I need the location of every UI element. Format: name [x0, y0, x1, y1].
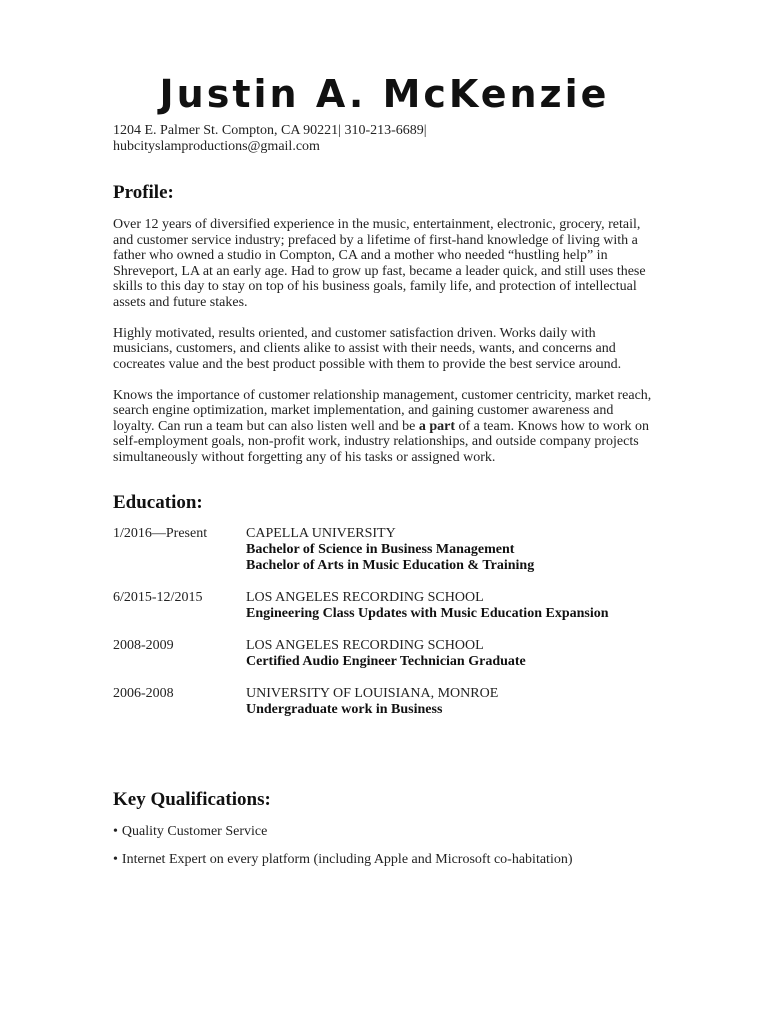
education-degree: Bachelor of Arts in Music Education & Training: [246, 558, 535, 573]
education-date: 1/2016—Present: [113, 526, 208, 541]
profile-paragraph-2: Highly motivated, results oriented, and customer satisfaction driven. Works daily with musicians, customers, and clients alike to assist with their needs, wants, and concerns and cocreates value and the best product possible with them to provide the best service around.: [113, 325, 622, 372]
education-entry: [113, 526, 656, 574]
qualification-text: Internet Expert on every platform (including Apple and Microsoft co-habitation): [121, 852, 573, 867]
education-entry: [113, 638, 656, 670]
qualification-item: [113, 852, 656, 868]
education-date: 2006-2008: [113, 686, 174, 701]
profile-paragraph-3: [113, 388, 656, 466]
qualification-text: Quality Customer Service: [121, 824, 268, 839]
qualification-item: [113, 824, 656, 840]
education-details: [246, 590, 656, 622]
candidate-name: Justin A. McKenzie: [159, 72, 610, 116]
education-degree: Bachelor of Science in Business Management: [246, 542, 515, 557]
contact-address-phone: 1204 E. Palmer St. Compton, CA 90221| 310-213-6689|: [113, 123, 427, 138]
education-list: [113, 526, 656, 718]
education-school: LOS ANGELES RECORDING SCHOOL: [246, 590, 484, 605]
bullet-icon: •: [113, 852, 118, 867]
profile-paragraph-1: Over 12 years of diversified experience in the music, entertainment, electronic, grocery, retail, and customer service industry; prefaced by a lifetime of first-hand knowledge of living with a father who owned a studio in Compton, CA and a mother who needed “hustling help” in Shreveport, LA at an early age. Had to grow up fast, became a leader quick, and still uses these skills to this day to stay on top of his business goals, family life, and protection of intellectual assets and future stakes.: [113, 217, 646, 310]
education-details: [246, 526, 656, 574]
education-degree: Engineering Class Updates with Music Education Expansion: [246, 606, 609, 621]
key-qualifications-heading: Key Qualifications:: [113, 789, 271, 810]
education-entry: [113, 686, 656, 718]
education-degree: Undergraduate work in Business: [246, 702, 443, 717]
education-details: [246, 686, 656, 718]
profile-heading: Profile:: [113, 182, 174, 203]
profile-paragraph-3-emphasis: a part: [418, 418, 456, 434]
education-entry: [113, 590, 656, 622]
contact-info: [113, 123, 656, 155]
education-school: LOS ANGELES RECORDING SCHOOL: [246, 638, 484, 653]
profile-paragraph-3-start: Knows the importance of customer relationship management, customer centricity, market reach, search engine optimization, market implementation, and gaining customer awareness and loyalty. Can run a team but can also listen well and be: [113, 387, 652, 434]
education-date: 2008-2009: [113, 638, 174, 653]
education-degree: Certified Audio Engineer Technician Graduate: [246, 654, 526, 669]
education-heading: Education:: [113, 492, 203, 513]
bullet-icon: •: [113, 824, 118, 839]
key-qualifications-list: [113, 824, 656, 868]
profile-paragraph-3-end: of a team. Knows how to work on self-employment goals, non-profit work, industry relationships, and outside company projects simultaneously without forgetting any of his tasks or assigned work.: [113, 418, 650, 465]
contact-email: hubcityslamproductions@gmail.com: [113, 139, 320, 154]
education-school: CAPELLA UNIVERSITY: [246, 526, 396, 541]
education-date: 6/2015-12/2015: [113, 590, 203, 605]
education-details: [246, 638, 656, 670]
education-school: UNIVERSITY OF LOUISIANA, MONROE: [246, 686, 499, 701]
